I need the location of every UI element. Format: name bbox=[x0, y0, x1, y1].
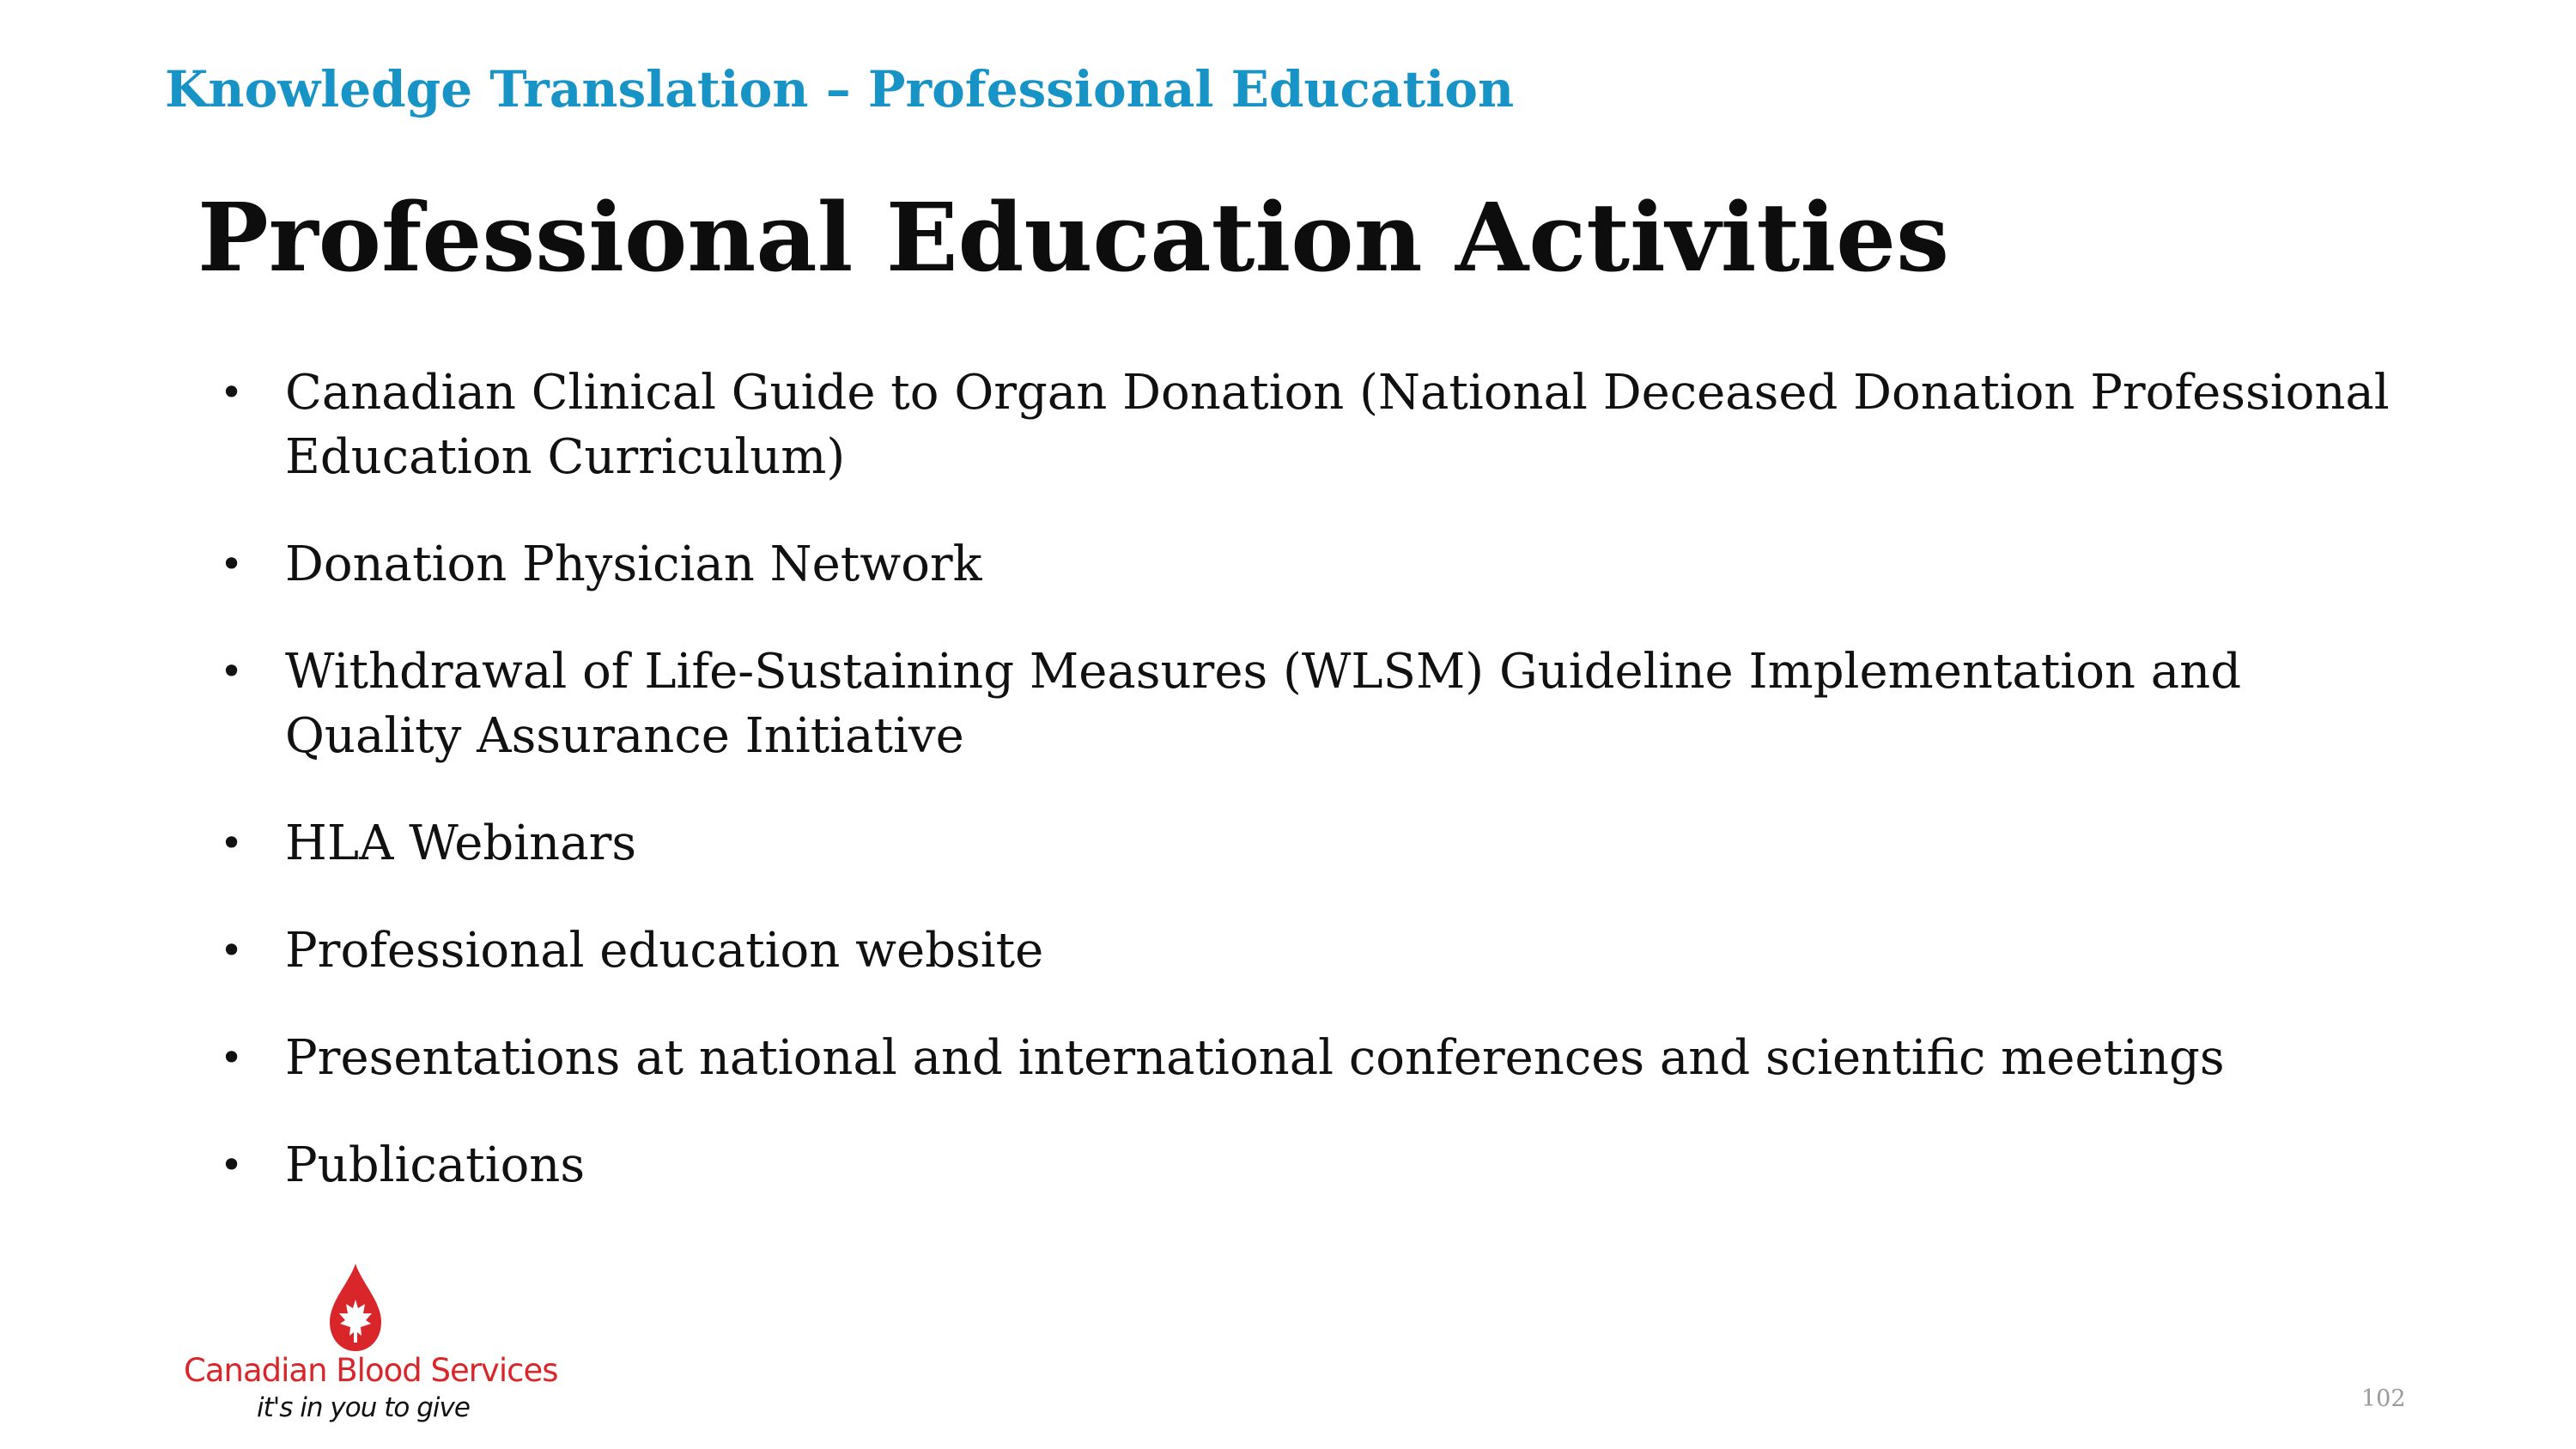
bullet-icon: • bbox=[220, 648, 244, 694]
bullet-icon: • bbox=[220, 927, 244, 973]
bullet-icon: • bbox=[220, 820, 244, 866]
blood-drop-maple-leaf-icon bbox=[323, 1262, 388, 1353]
bullet-list bbox=[220, 361, 2418, 1240]
section-header: Knowledge Translation – Professional Education bbox=[165, 60, 1515, 118]
bullet-item bbox=[220, 919, 2418, 983]
bullet-icon: • bbox=[220, 541, 244, 587]
bullet-item bbox=[220, 640, 2418, 768]
bullet-text: Withdrawal of Life-Sustaining Measures (WLSM) Guideline Implementation and Quality Assurance Initiative bbox=[285, 644, 2242, 764]
canadian-blood-services-logo bbox=[184, 1262, 558, 1425]
bullet-item bbox=[220, 532, 2418, 597]
bullet-text: Publications bbox=[285, 1137, 586, 1193]
logo-tagline: it's in you to give bbox=[257, 1392, 470, 1423]
bullet-icon: • bbox=[220, 1034, 244, 1081]
bullet-icon: • bbox=[220, 1142, 244, 1188]
bullet-text: Canadian Clinical Guide to Organ Donation (National Deceased Donation Professional Education Curriculum) bbox=[285, 365, 2390, 485]
bullet-text: Professional education website bbox=[285, 923, 1044, 979]
slide-title: Professional Education Activities bbox=[197, 182, 1950, 293]
bullet-item bbox=[220, 1026, 2418, 1090]
bullet-icon: • bbox=[220, 369, 244, 415]
bullet-text: HLA Webinars bbox=[285, 815, 637, 871]
bullet-item bbox=[220, 811, 2418, 876]
bullet-text: Presentations at national and international conferences and scientific meetings bbox=[285, 1030, 2225, 1086]
bullet-item bbox=[220, 361, 2418, 489]
bullet-text: Donation Physician Network bbox=[285, 537, 982, 592]
logo-name: Canadian Blood Services bbox=[184, 1352, 558, 1389]
page-number: 102 bbox=[2361, 1385, 2406, 1412]
bullet-item bbox=[220, 1133, 2418, 1197]
